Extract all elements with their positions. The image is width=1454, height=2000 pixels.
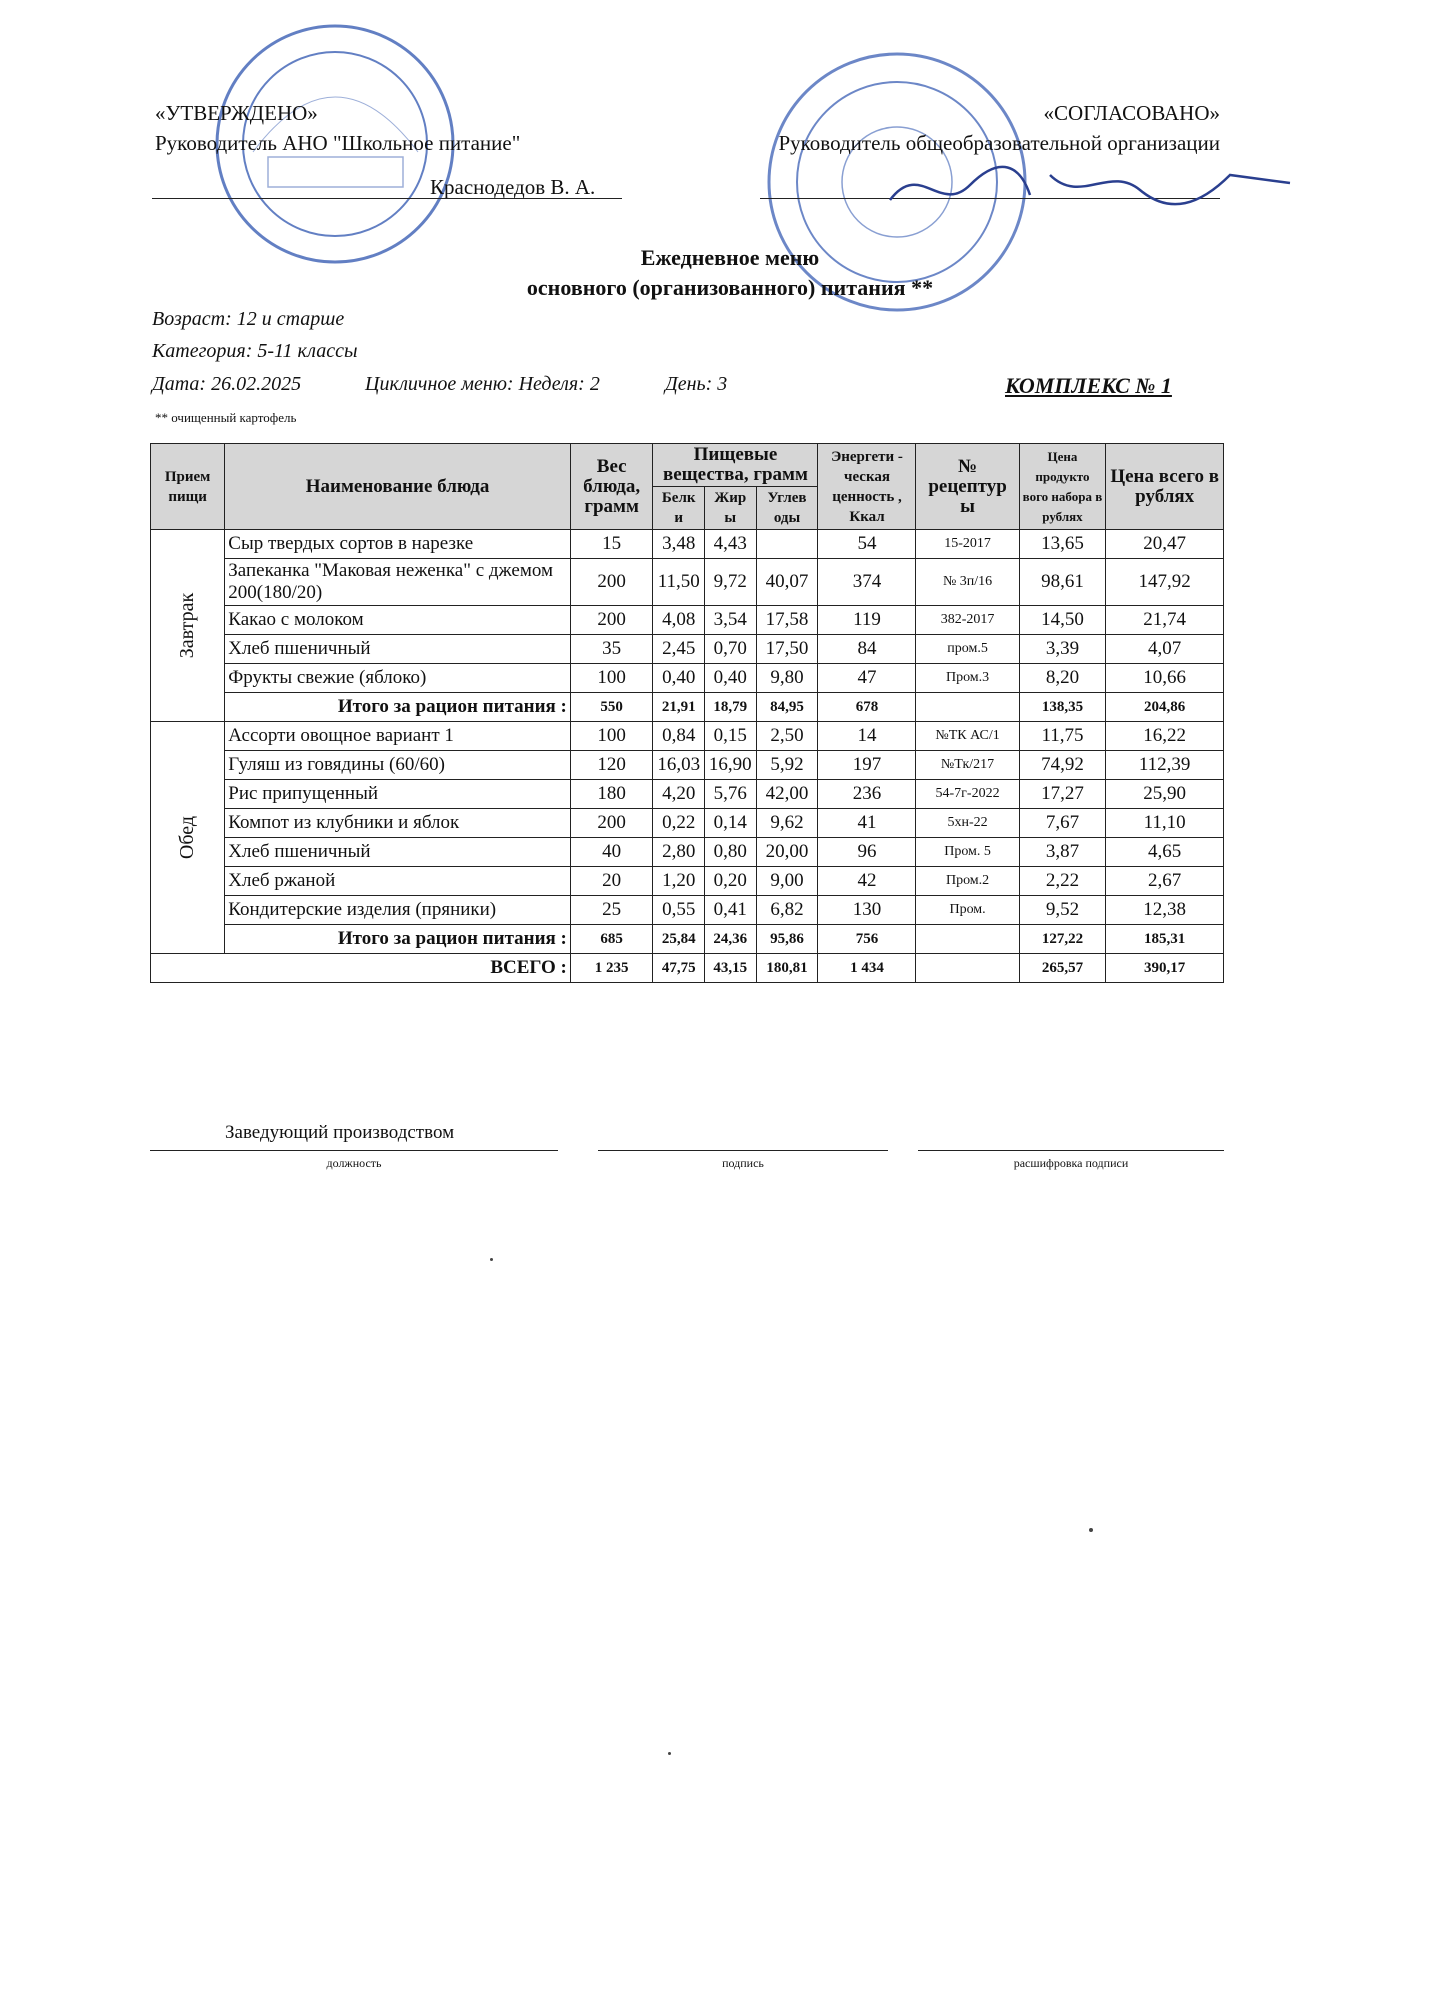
- cell-carbs: 6,82: [756, 896, 818, 925]
- cell-recipe: №Тк/217: [916, 751, 1019, 780]
- cell-weight: 25: [570, 896, 653, 925]
- grand-total-row: [151, 954, 1224, 983]
- table-row: [151, 722, 1224, 751]
- day-label: День: 3: [665, 373, 728, 395]
- cell-price_total: 10,66: [1106, 664, 1224, 693]
- total-carbs: 95,86: [756, 925, 818, 954]
- cell-weight: 200: [570, 606, 653, 635]
- cell-weight: 180: [570, 780, 653, 809]
- table-row: [151, 896, 1224, 925]
- total-row: [151, 925, 1224, 954]
- cell-price_set: 9,52: [1019, 896, 1106, 925]
- cell-energy: 41: [818, 809, 916, 838]
- meal-label: [151, 722, 225, 954]
- dish-name: Гуляш из говядины (60/60): [225, 751, 571, 780]
- cell-energy: 47: [818, 664, 916, 693]
- agreed-title: «СОГЛАСОВАНО»: [1043, 101, 1220, 125]
- grand-total-recipe: [916, 954, 1019, 983]
- dish-name: Сыр твердых сортов в нарезке: [225, 530, 571, 559]
- title-line-2: основного (организованного) питания **: [526, 275, 934, 300]
- approved-block: [155, 98, 520, 158]
- cell-energy: 236: [818, 780, 916, 809]
- total-protein: 21,91: [653, 693, 705, 722]
- category-label: Категория: 5-11 классы: [152, 340, 358, 362]
- scan-speck: [1089, 1528, 1093, 1532]
- total-carbs: 84,95: [756, 693, 818, 722]
- cell-price_total: 16,22: [1106, 722, 1224, 751]
- dish-name: Компот из клубники и яблок: [225, 809, 571, 838]
- cell-carbs: 9,80: [756, 664, 818, 693]
- cell-price_total: 2,67: [1106, 867, 1224, 896]
- cell-price_set: 98,61: [1019, 559, 1106, 606]
- th-nutrients: Пищевые вещества, грамм: [653, 444, 818, 487]
- scan-speck: [490, 1258, 493, 1261]
- table-row: [151, 664, 1224, 693]
- table-row: [151, 530, 1224, 559]
- cell-price_set: 11,75: [1019, 722, 1106, 751]
- cell-price_total: 112,39: [1106, 751, 1224, 780]
- signature-icon: [880, 155, 1300, 225]
- scan-speck: [668, 1752, 671, 1755]
- cell-protein: 3,48: [653, 530, 705, 559]
- cell-carbs: 2,50: [756, 722, 818, 751]
- cell-energy: 96: [818, 838, 916, 867]
- cell-recipe: 382-2017: [916, 606, 1019, 635]
- cell-price_total: 4,65: [1106, 838, 1224, 867]
- cell-price_set: 74,92: [1019, 751, 1106, 780]
- table-row: [151, 559, 1224, 606]
- cell-carbs: 42,00: [756, 780, 818, 809]
- cell-weight: 100: [570, 664, 653, 693]
- cell-price_total: 4,07: [1106, 635, 1224, 664]
- cell-energy: 84: [818, 635, 916, 664]
- menu-table: [150, 443, 1224, 983]
- total-price_set: 127,22: [1019, 925, 1106, 954]
- cell-recipe: 5хн-22: [916, 809, 1019, 838]
- total-label: Итого за рацион питания :: [225, 925, 571, 954]
- cell-fat: 0,14: [705, 809, 757, 838]
- footer-line-signature: [598, 1150, 888, 1151]
- total-price_set: 138,35: [1019, 693, 1106, 722]
- page-title: [380, 243, 1080, 303]
- th-price-total: Цена всего в рублях: [1106, 444, 1224, 530]
- cell-fat: 0,80: [705, 838, 757, 867]
- total-row: [151, 693, 1224, 722]
- th-dish: Наименование блюда: [225, 444, 571, 530]
- cell-recipe: Пром.: [916, 896, 1019, 925]
- cell-energy: 119: [818, 606, 916, 635]
- cell-carbs: 9,00: [756, 867, 818, 896]
- agreed-role: Руководитель общеобразовательной организации: [778, 131, 1220, 155]
- cell-fat: 0,40: [705, 664, 757, 693]
- dish-name: Запеканка "Маковая неженка" с джемом 200(180/20): [225, 559, 571, 606]
- cell-weight: 35: [570, 635, 653, 664]
- cell-fat: 16,90: [705, 751, 757, 780]
- cell-energy: 14: [818, 722, 916, 751]
- footer-line-name: [918, 1150, 1224, 1151]
- meal-label: [151, 530, 225, 722]
- grand-total-fat: 43,15: [705, 954, 757, 983]
- footer-caption-name: расшифровка подписи: [1013, 1156, 1129, 1170]
- cell-weight: 200: [570, 809, 653, 838]
- cell-price_set: 3,87: [1019, 838, 1106, 867]
- dish-name: Хлеб пшеничный: [225, 838, 571, 867]
- cell-energy: 130: [818, 896, 916, 925]
- grand-total-price_set: 265,57: [1019, 954, 1106, 983]
- table-row: [151, 606, 1224, 635]
- total-label: Итого за рацион питания :: [225, 693, 571, 722]
- cell-protein: 0,40: [653, 664, 705, 693]
- cell-recipe: Пром. 5: [916, 838, 1019, 867]
- cell-protein: 11,50: [653, 559, 705, 606]
- total-price_total: 204,86: [1106, 693, 1224, 722]
- dish-name: Какао с молоком: [225, 606, 571, 635]
- cell-recipe: 54-7г-2022: [916, 780, 1019, 809]
- agreed-block: [760, 98, 1220, 158]
- dish-name: Хлеб ржаной: [225, 867, 571, 896]
- th-price-set: Цена продукто вого набора в рублях: [1019, 444, 1106, 530]
- total-fat: 24,36: [705, 925, 757, 954]
- total-fat: 18,79: [705, 693, 757, 722]
- dish-name: Кондитерские изделия (пряники): [225, 896, 571, 925]
- total-energy: 756: [818, 925, 916, 954]
- cell-fat: 0,70: [705, 635, 757, 664]
- th-protein: Белк и: [653, 487, 705, 530]
- cell-price_total: 21,74: [1106, 606, 1224, 635]
- cell-price_set: 3,39: [1019, 635, 1106, 664]
- cell-energy: 42: [818, 867, 916, 896]
- total-weight: 685: [570, 925, 653, 954]
- grand-total-carbs: 180,81: [756, 954, 818, 983]
- footer-line-position: [150, 1150, 558, 1151]
- approved-role: Руководитель АНО "Школьное питание": [155, 131, 521, 155]
- cell-price_total: 11,10: [1106, 809, 1224, 838]
- cell-carbs: 9,62: [756, 809, 818, 838]
- th-carbs: Углев оды: [756, 487, 818, 530]
- cell-protein: 4,20: [653, 780, 705, 809]
- meal-label-text: Обед: [176, 815, 199, 860]
- cell-protein: 16,03: [653, 751, 705, 780]
- cell-recipe: № 3п/16: [916, 559, 1019, 606]
- cycle-label: Цикличное меню: Неделя: 2: [365, 373, 600, 395]
- cell-price_set: 13,65: [1019, 530, 1106, 559]
- cell-price_total: 25,90: [1106, 780, 1224, 809]
- approved-title: «УТВЕРЖДЕНО»: [155, 101, 318, 125]
- cell-price_set: 17,27: [1019, 780, 1106, 809]
- th-fat: Жир ы: [705, 487, 757, 530]
- table-row: [151, 751, 1224, 780]
- approved-sign-line: [152, 198, 622, 199]
- table-row: [151, 809, 1224, 838]
- total-price_total: 185,31: [1106, 925, 1224, 954]
- cell-fat: 0,41: [705, 896, 757, 925]
- cell-recipe: 15-2017: [916, 530, 1019, 559]
- table-row: [151, 780, 1224, 809]
- cell-price_total: 147,92: [1106, 559, 1224, 606]
- total-weight: 550: [570, 693, 653, 722]
- cell-protein: 4,08: [653, 606, 705, 635]
- grand-total-label: ВСЕГО :: [151, 954, 571, 983]
- total-energy: 678: [818, 693, 916, 722]
- cell-recipe: №ТК АС/1: [916, 722, 1019, 751]
- grand-total-price_total: 390,17: [1106, 954, 1224, 983]
- cell-protein: 2,45: [653, 635, 705, 664]
- cell-protein: 1,20: [653, 867, 705, 896]
- cell-energy: 197: [818, 751, 916, 780]
- cell-carbs: 17,50: [756, 635, 818, 664]
- cell-fat: 5,76: [705, 780, 757, 809]
- cell-protein: 0,22: [653, 809, 705, 838]
- cell-price_total: 20,47: [1106, 530, 1224, 559]
- cell-carbs: 20,00: [756, 838, 818, 867]
- cell-recipe: Пром.3: [916, 664, 1019, 693]
- dish-name: Ассорти овощное вариант 1: [225, 722, 571, 751]
- cell-fat: 4,43: [705, 530, 757, 559]
- cell-weight: 120: [570, 751, 653, 780]
- table-row: [151, 635, 1224, 664]
- grand-total-protein: 47,75: [653, 954, 705, 983]
- cell-energy: 54: [818, 530, 916, 559]
- total-recipe: [916, 693, 1019, 722]
- grand-total-energy: 1 434: [818, 954, 916, 983]
- meal-label-text: Завтрак: [176, 592, 199, 659]
- cell-fat: 3,54: [705, 606, 757, 635]
- cell-carbs: 40,07: [756, 559, 818, 606]
- cell-price_set: 14,50: [1019, 606, 1106, 635]
- cell-protein: 0,84: [653, 722, 705, 751]
- cell-recipe: пром.5: [916, 635, 1019, 664]
- cell-carbs: 5,92: [756, 751, 818, 780]
- total-protein: 25,84: [653, 925, 705, 954]
- approved-signer: Краснодедов В. А.: [430, 175, 596, 199]
- cell-carbs: 17,58: [756, 606, 818, 635]
- cell-protein: 2,80: [653, 838, 705, 867]
- footnote: ** очищенный картофель: [155, 410, 297, 425]
- cell-fat: 0,20: [705, 867, 757, 896]
- th-energy: Энергети - ческая ценность , Ккал: [818, 444, 916, 530]
- dish-name: Рис припущенный: [225, 780, 571, 809]
- cell-weight: 40: [570, 838, 653, 867]
- cell-price_set: 2,22: [1019, 867, 1106, 896]
- th-recipe: № рецептур ы: [916, 444, 1019, 530]
- date-label: Дата: 26.02.2025: [152, 373, 302, 395]
- th-meal: Прием пищи: [151, 444, 225, 530]
- cell-weight: 100: [570, 722, 653, 751]
- cell-price_total: 12,38: [1106, 896, 1224, 925]
- cell-energy: 374: [818, 559, 916, 606]
- title-line-1: Ежедневное меню: [640, 245, 820, 270]
- footer-caption-signature: подпись: [722, 1156, 764, 1170]
- footer-caption-position: должность: [326, 1156, 382, 1170]
- cell-fat: 0,15: [705, 722, 757, 751]
- cell-recipe: Пром.2: [916, 867, 1019, 896]
- table-row: [151, 838, 1224, 867]
- cell-protein: 0,55: [653, 896, 705, 925]
- th-weight: Вес блюда, грамм: [570, 444, 653, 530]
- cell-fat: 9,72: [705, 559, 757, 606]
- cell-weight: 20: [570, 867, 653, 896]
- cell-carbs: [756, 530, 818, 559]
- age-label: Возраст: 12 и старше: [152, 308, 345, 330]
- cell-weight: 15: [570, 530, 653, 559]
- kompleks-label: КОМПЛЕКС № 1: [1005, 373, 1172, 398]
- table-row: [151, 867, 1224, 896]
- cell-price_set: 7,67: [1019, 809, 1106, 838]
- dish-name: Хлеб пшеничный: [225, 635, 571, 664]
- cell-weight: 200: [570, 559, 653, 606]
- grand-total-weight: 1 235: [570, 954, 653, 983]
- dish-name: Фрукты свежие (яблоко): [225, 664, 571, 693]
- total-recipe: [916, 925, 1019, 954]
- cell-price_set: 8,20: [1019, 664, 1106, 693]
- footer-position: Заведующий производством: [225, 1122, 455, 1143]
